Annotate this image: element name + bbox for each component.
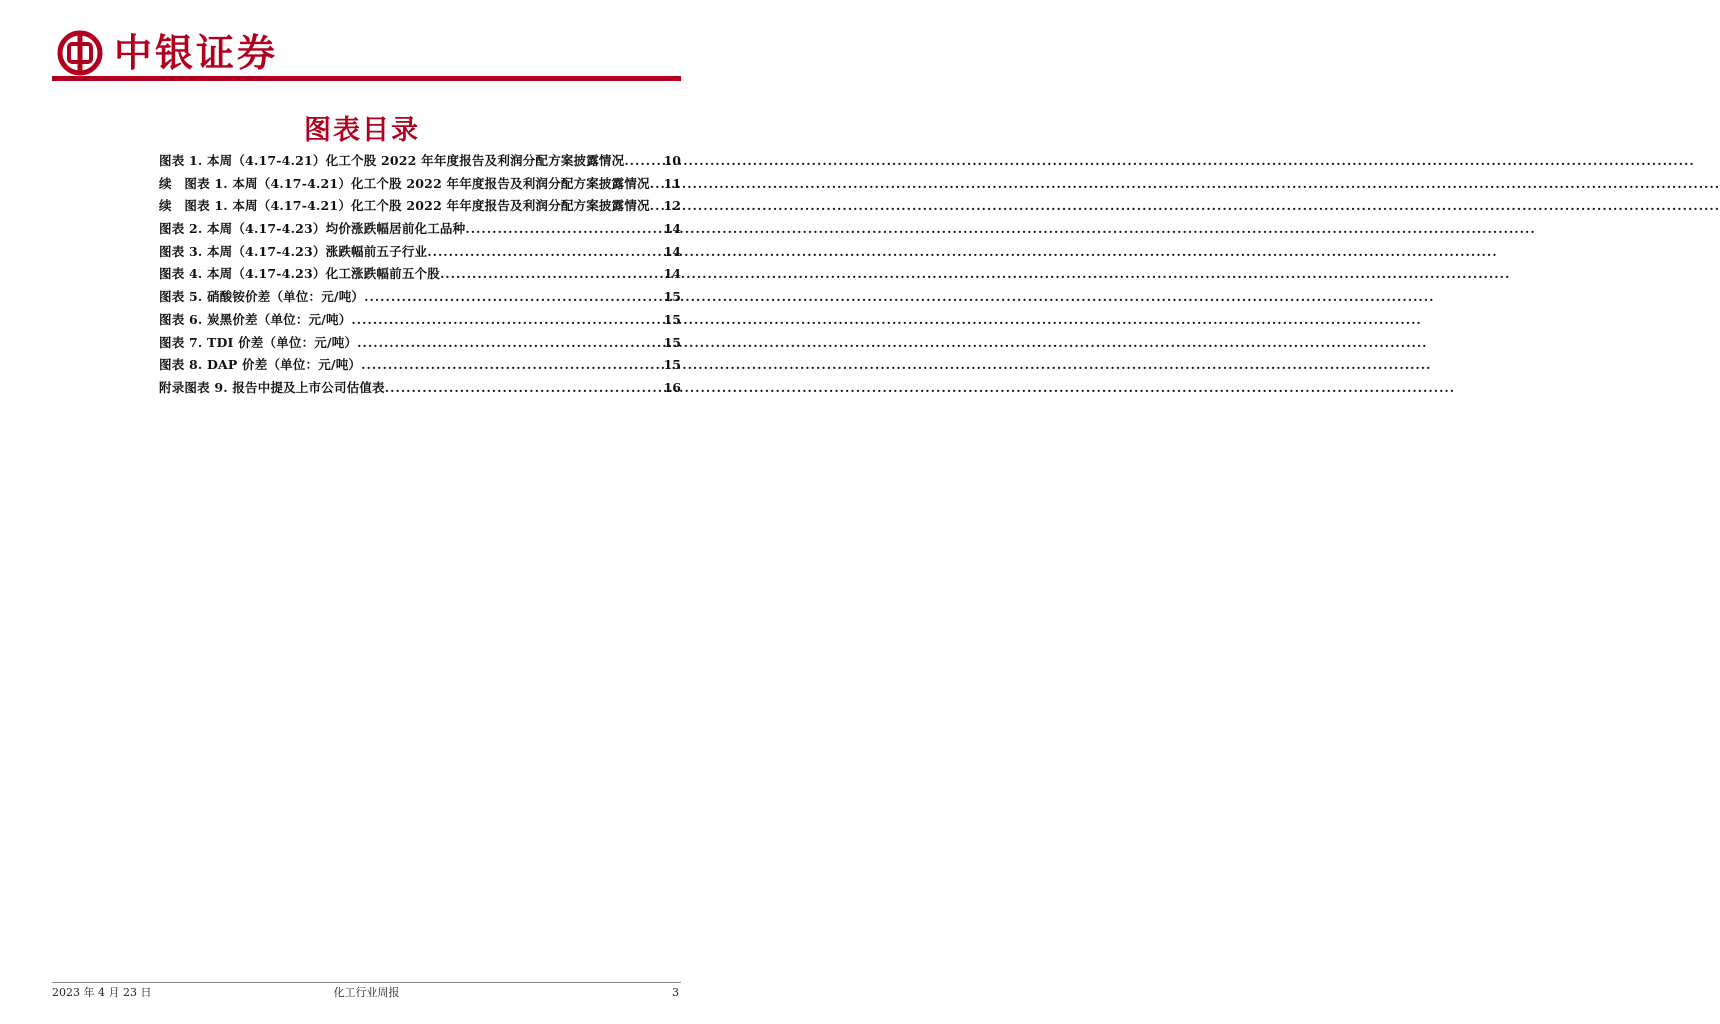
toc-item-label: 图表 5. 硝酸铵价差（单位：元/吨） [159,289,365,305]
toc-item-label: 续 图表 1. 本周（4.17-4.21）化工个股 2022 年年度报告及利润分配方案披露情况 [159,198,650,214]
toc-item-label: 图表 8. DAP 价差（单位：元/吨） [159,357,362,373]
toc-item-page: 15 [663,289,681,305]
toc-item[interactable] [159,286,681,309]
toc-leader-dots [351,309,662,332]
toc-item-label: 附录图表 9. 报告中提及上市公司估值表 [159,379,385,395]
toc-item[interactable] [159,195,681,218]
toc-item-page: 15 [663,311,681,327]
toc-item-page: 15 [663,334,681,350]
footer-divider [52,982,681,983]
toc-leader-dots [357,332,662,355]
toc-leader-dots [465,218,662,241]
toc-leader-dots [650,173,663,196]
toc-leader-dots [364,286,662,309]
footer-page-number: 3 [672,986,679,999]
toc-leader-dots [624,150,662,173]
toc-item[interactable] [159,173,681,196]
toc-item-page: 16 [663,379,681,395]
toc-item[interactable] [159,150,681,173]
toc-item-page: 11 [663,175,681,191]
toc-item-label: 图表 6. 炭黑价差（单位：元/吨） [159,311,352,327]
page-footer [52,986,681,1002]
toc-leader-dots [650,195,663,218]
toc-item-page: 12 [663,198,681,214]
footer-report-type: 化工行业周报 [333,986,400,999]
brand-name: 中银证券 [114,31,279,75]
toc-title: 图表目录 [304,115,420,146]
toc-leader-dots [361,354,662,377]
toc-item[interactable] [159,309,681,332]
toc-item-page: 15 [663,357,681,373]
toc-item[interactable] [159,241,681,264]
toc-list [159,150,681,400]
toc-item[interactable] [159,332,681,355]
toc-leader-dots [440,263,663,286]
toc-item-label: 图表 1. 本周（4.17-4.21）化工个股 2022 年年度报告及利润分配方案披露情况 [159,153,625,168]
toc-item-label: 图表 3. 本周（4.17-4.23）涨跌幅前五子行业 [159,243,428,259]
toc-item-label: 续 图表 1. 本周（4.17-4.21）化工个股 2022 年年度报告及利润分配方案披露情况 [159,175,650,191]
toc-item-label: 图表 7. TDI 价差（单位：元/吨） [159,334,358,350]
toc-item[interactable] [159,218,681,241]
toc-item-page: 14 [663,243,681,259]
toc-item[interactable] [159,263,681,286]
footer-date: 2023 年 4 月 23 日 [52,986,152,999]
toc-item-label: 图表 2. 本周（4.17-4.23）均价涨跌幅居前化工品种 [159,221,466,237]
bank-of-china-logo-icon [57,30,103,76]
toc-item-page: 14 [663,221,681,237]
toc-item[interactable] [159,377,681,400]
toc-leader-dots [385,377,663,400]
header-divider [52,76,681,81]
toc-item-page: 14 [663,266,681,282]
toc-item[interactable] [159,354,681,377]
toc-item-label: 图表 4. 本周（4.17-4.23）化工涨跌幅前五个股 [159,266,440,282]
toc-leader-dots [427,241,662,264]
toc-item-page: 10 [663,153,681,168]
